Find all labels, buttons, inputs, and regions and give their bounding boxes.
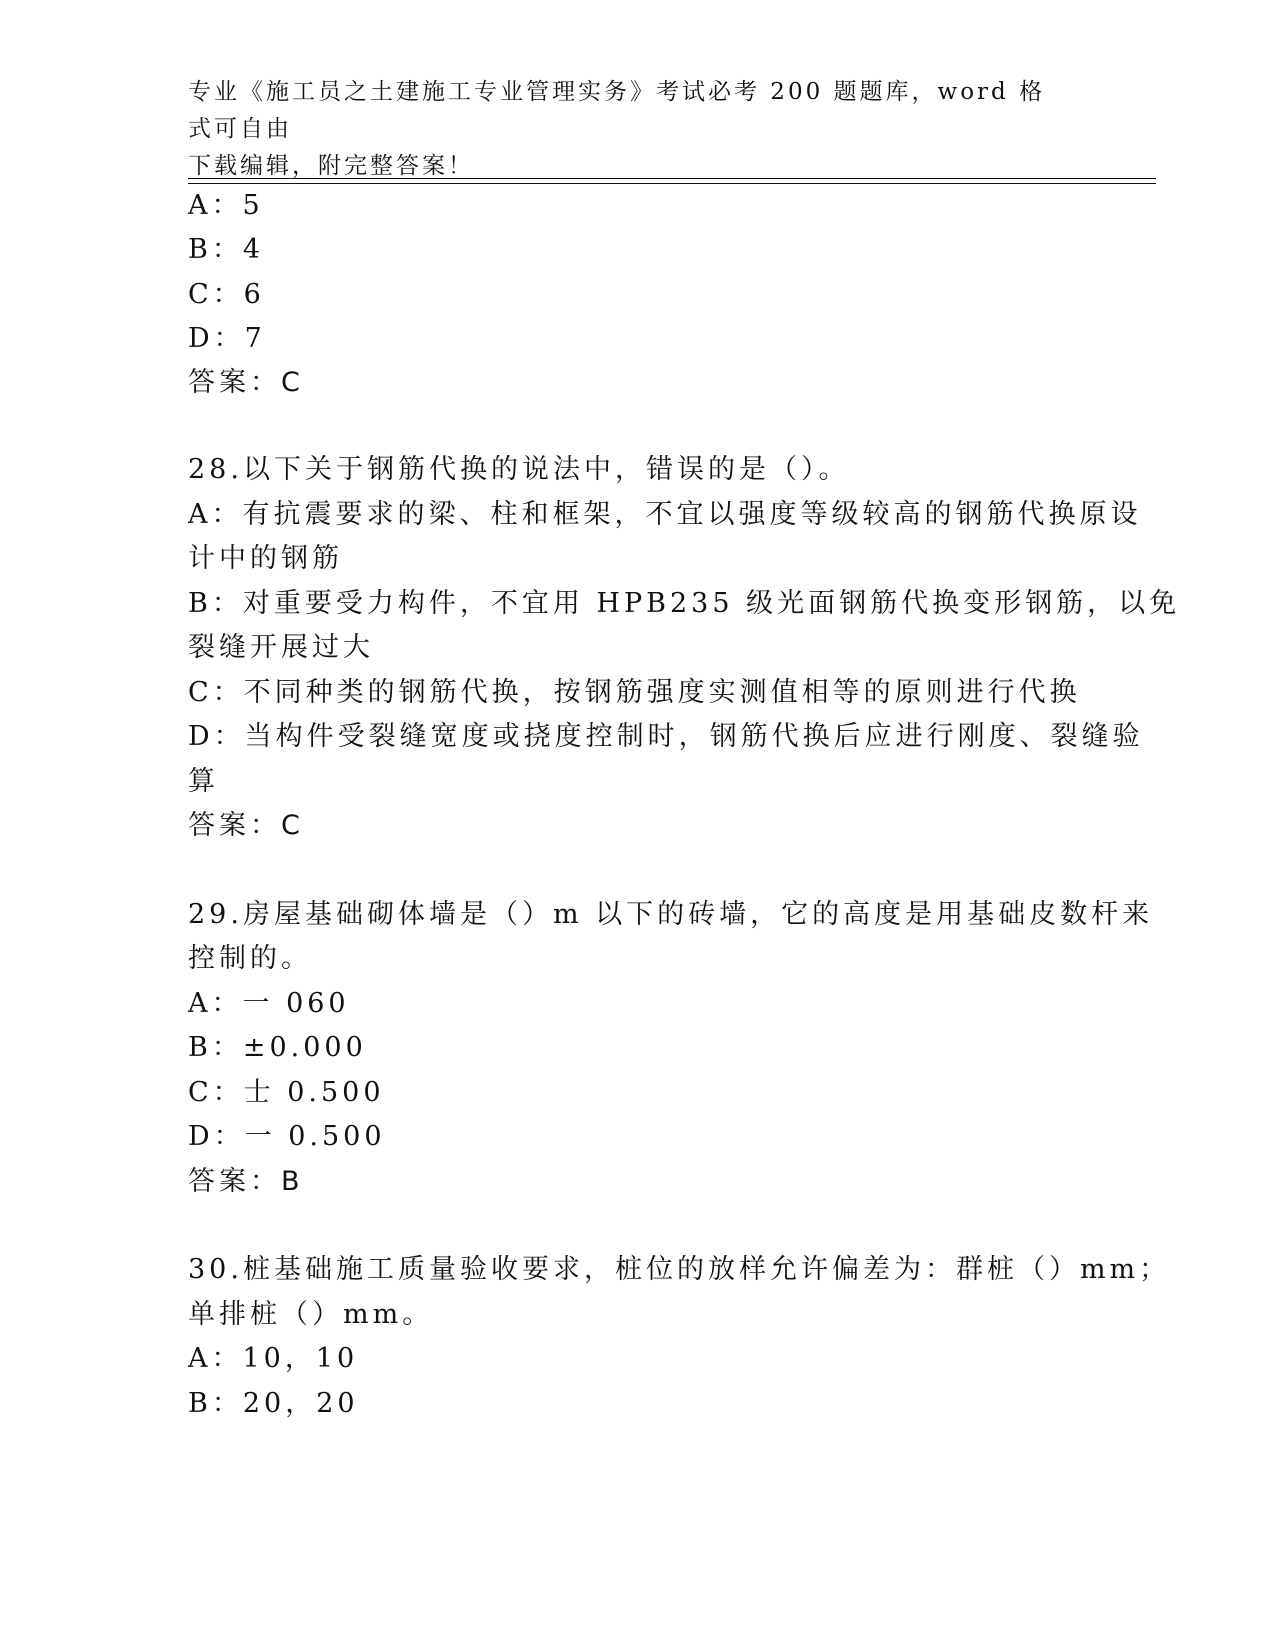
header-line-2: 下载编辑，附完整答案！ — [188, 153, 474, 179]
q28-stem: 28.以下关于钢筋代换的说法中，错误的是（）。 — [188, 454, 850, 485]
header-line-1: 专业《施工员之土建施工专业管理实务》考试必考 200 题题库，word 格式可自由 — [188, 79, 1046, 142]
q27-option-b: B：4 — [188, 234, 265, 265]
q28-option-c: C：不同种类的钢筋代换，按钢筋强度实测值相等的原则进行代换 — [188, 677, 1081, 708]
document-header — [188, 74, 1068, 185]
header-divider-bottom — [188, 183, 1156, 184]
q27-option-c: C：6 — [188, 279, 265, 310]
q29-answer: 答案：B — [188, 1166, 304, 1197]
q28-option-b-line-1: B：对重要受力构件，不宜用 HPB235 级光面钢筋代换变形钢筋，以免 — [188, 588, 1181, 619]
q28-option-d-line-1: D：当构件受裂缝宽度或挠度控制时，钢筋代换后应进行刚度、裂缝验 — [188, 721, 1144, 752]
q30-option-b: B：20，20 — [188, 1388, 359, 1419]
q28-option-d-line-2: 算 — [188, 766, 219, 797]
q30-stem-line-1: 30.桩基础施工质量验收要求，桩位的放样允许偏差为：群桩（）mm； — [188, 1254, 1171, 1285]
q27-answer: 答案：C — [188, 367, 304, 398]
header-divider-top — [188, 178, 1156, 179]
q29-stem-line-1: 29.房屋基础砌体墙是（）m 以下的砖墙，它的高度是用基础皮数杆来 — [188, 899, 1154, 930]
q29-option-a: A：一 060 — [188, 988, 350, 1019]
q29-stem-line-2: 控制的。 — [188, 943, 312, 974]
q28-answer: 答案：C — [188, 810, 304, 841]
q28-option-a-line-2: 计中的钢筋 — [188, 543, 343, 574]
q28-option-b-line-2: 裂缝开展过大 — [188, 632, 374, 663]
q29-option-d: D：一 0.500 — [188, 1121, 386, 1152]
q29-option-b: B：±0.000 — [188, 1032, 367, 1063]
q30-option-a: A：10，10 — [188, 1343, 359, 1374]
q29-option-c: C：士 0.500 — [188, 1077, 385, 1108]
q28-option-a-line-1: A：有抗震要求的梁、柱和框架，不宜以强度等级较高的钢筋代换原设 — [188, 499, 1142, 530]
q27-option-a: A：5 — [188, 190, 264, 221]
q27-option-d: D：7 — [188, 323, 266, 354]
q30-stem-line-2: 单排桩（）mm。 — [188, 1299, 434, 1330]
